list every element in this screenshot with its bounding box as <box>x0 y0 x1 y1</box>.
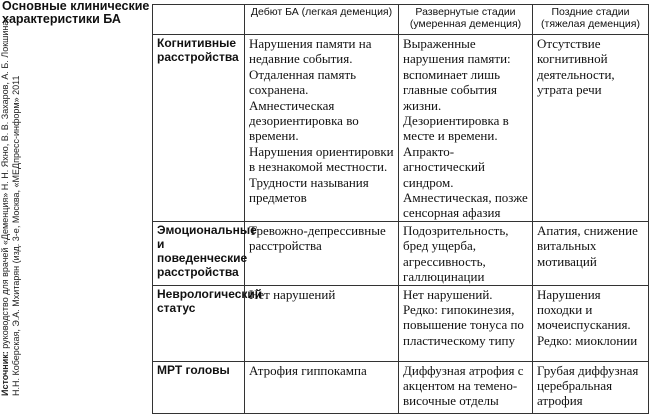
cell-line: Апатия, снижение витальных мотиваций <box>537 222 638 269</box>
cell-line: Нет нарушений <box>249 286 336 302</box>
cell-line: Диффузная атрофия с акцентом на темено-височные отделы <box>403 362 524 409</box>
table-cell <box>533 285 649 361</box>
table-body <box>153 35 649 414</box>
table-cell <box>399 285 533 361</box>
cell-line: Тревожно-депрессивные расстройства <box>249 222 386 254</box>
source-label: Источник: <box>0 351 10 396</box>
table-row <box>153 35 649 222</box>
table-cell <box>533 35 649 222</box>
table-cell <box>399 361 533 413</box>
cell-line: Трудности называния предметов <box>249 174 369 206</box>
cell-line: Атрофия гиппокампа <box>249 362 367 378</box>
row-header: Эмоциональные и поведенческие расстройства <box>153 221 245 285</box>
cell-line: Отдаленная память сохранена. <box>249 66 357 98</box>
source-text: руководство для врачей «Деменция» Н. Н. Яхно, В. В. Захаров, А. Б. Локшина, Н.Н. Коберская, Э.А. Мхитарян (изд. 3-е, Москва, «МЕДпресс-информ» 2011 <box>0 18 21 396</box>
cell-line: Выраженные нарушения памяти: вспоминает лишь главные события жизни. <box>403 36 511 113</box>
table-row <box>153 361 649 413</box>
cell-line: Амнестическая дезориентировка во времени. <box>249 97 359 144</box>
cell-line: Дезориентировка в месте и времени. <box>403 113 509 144</box>
table-cell <box>245 221 399 285</box>
table-header-row <box>153 5 649 35</box>
cell-line: Отсутствие когнитивной деятельности, утрата речи <box>537 36 615 98</box>
cell-line: Апракто-агностический синдром. <box>403 143 485 190</box>
cell-line: Редко: гипокинезия, повышение тонуса по пластическому типу <box>403 301 524 348</box>
row-header: МРТ головы <box>153 361 245 413</box>
table-cell <box>245 285 399 361</box>
cell-line: Нет нарушений. <box>403 286 493 302</box>
clinical-table <box>152 4 649 414</box>
row-header: Неврологический статус <box>153 285 245 361</box>
cell-line: Грубая диффузная церебральная атрофия <box>537 362 639 409</box>
table-cell <box>533 221 649 285</box>
table-cell <box>399 221 533 285</box>
column-header-empty <box>153 5 245 35</box>
side-title: Основные клинические характеристики БА <box>2 0 150 26</box>
table-cell <box>533 361 649 413</box>
table-cell <box>245 35 399 222</box>
column-header-severe: Поздние стадии (тяжелая деменция) <box>533 5 649 35</box>
cell-line: Амнестическая, позже сенсорная афазия <box>403 190 528 221</box>
table-cell <box>245 361 399 413</box>
column-header-moderate: Развернутые стадии (умеренная деменция) <box>399 5 533 35</box>
source-note <box>0 16 22 396</box>
cell-line: Редко: миоклонии <box>537 332 638 348</box>
table-row <box>153 221 649 285</box>
cell-line: Нарушения ориентировки в незнакомой местности. <box>249 143 394 175</box>
cell-line: Нарушения походки и мочеиспускания. <box>537 286 631 333</box>
table-cell <box>399 35 533 222</box>
column-header-debut: Дебют БА (легкая деменция) <box>245 5 399 35</box>
row-header: Когнитивные расстройства <box>153 35 245 222</box>
cell-line: Нарушения памяти на недавние события. <box>249 36 372 67</box>
table-row <box>153 285 649 361</box>
cell-line: Подозрительность, бред ущерба, агрессивность, галлюцинации <box>403 222 509 285</box>
